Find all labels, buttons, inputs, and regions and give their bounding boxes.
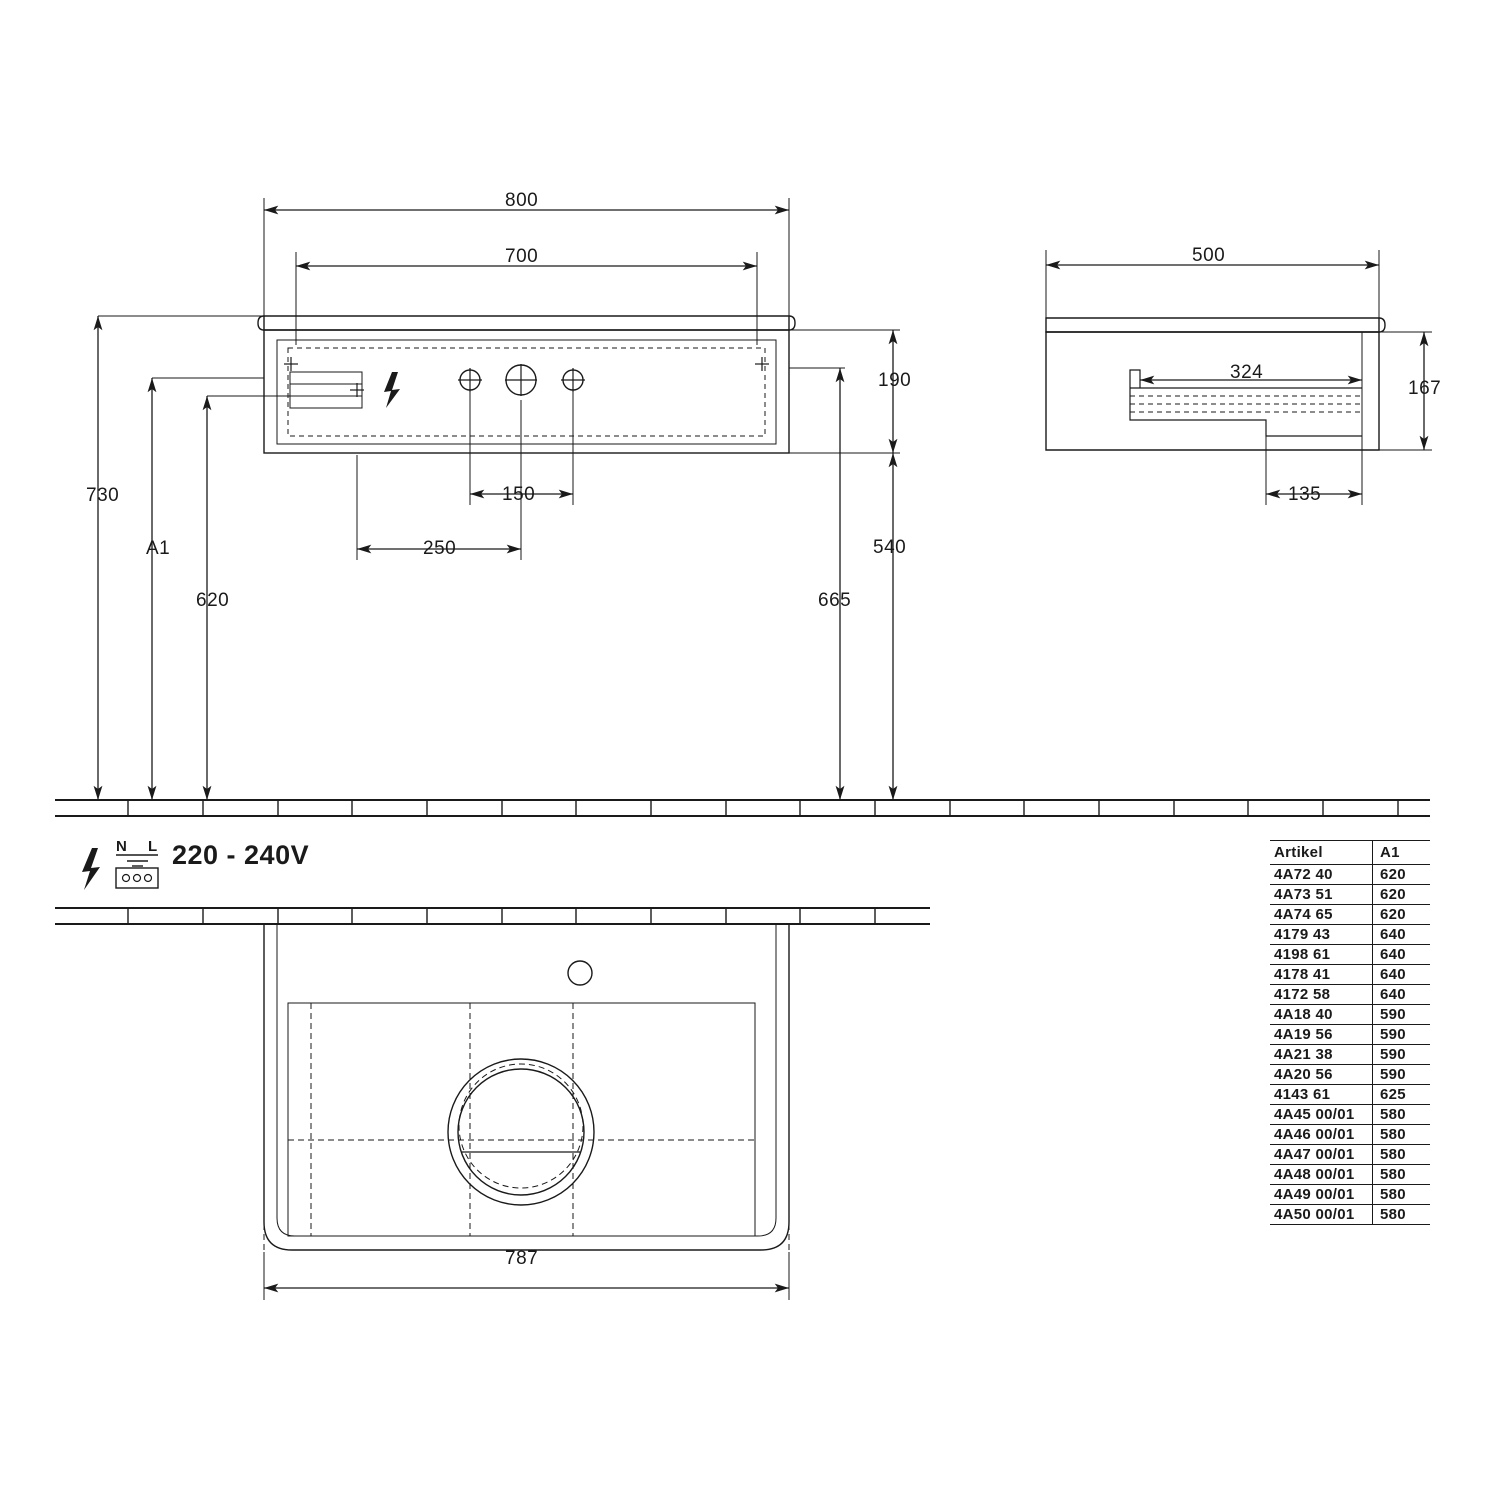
article-a1-table: [1270, 840, 1430, 1225]
dim-label-700: 700: [505, 246, 539, 267]
cell-artikel: 4A20 56: [1270, 1065, 1373, 1085]
cell-a1: 640: [1373, 985, 1431, 1005]
table-row: [1270, 1005, 1430, 1025]
cell-a1: 640: [1373, 945, 1431, 965]
table-row: [1270, 1085, 1430, 1105]
cell-a1: 640: [1373, 925, 1431, 945]
table-row: [1270, 1045, 1430, 1065]
cell-a1: 580: [1373, 1145, 1431, 1165]
cell-artikel: 4198 61: [1270, 945, 1373, 965]
terminal-n-label: N: [116, 838, 127, 855]
table-row: [1270, 1185, 1430, 1205]
cell-artikel: 4A45 00/01: [1270, 1105, 1373, 1125]
table-row: [1270, 1165, 1430, 1185]
table-row: [1270, 1145, 1430, 1165]
cell-artikel: 4A49 00/01: [1270, 1185, 1373, 1205]
dim-label-a1: A1: [146, 538, 171, 559]
header-artikel: Artikel: [1270, 841, 1373, 865]
table-header-row: [1270, 841, 1430, 865]
dim-label-250: 250: [423, 538, 457, 559]
cell-a1: 580: [1373, 1185, 1431, 1205]
dim-label-167: 167: [1408, 378, 1442, 399]
table-row: [1270, 945, 1430, 965]
dim-label-135: 135: [1288, 484, 1322, 505]
dim-label-500: 500: [1192, 245, 1226, 266]
cell-artikel: 4A74 65: [1270, 905, 1373, 925]
table-row: [1270, 1105, 1430, 1125]
cell-artikel: 4A47 00/01: [1270, 1145, 1373, 1165]
dim-label-730: 730: [86, 485, 120, 506]
dim-label-540: 540: [873, 537, 907, 558]
header-a1: A1: [1373, 841, 1431, 865]
cell-artikel: 4172 58: [1270, 985, 1373, 1005]
cell-a1: 580: [1373, 1165, 1431, 1185]
cell-artikel: 4A21 38: [1270, 1045, 1373, 1065]
dim-label-800: 800: [505, 190, 539, 211]
cell-artikel: 4143 61: [1270, 1085, 1373, 1105]
dim-label-620: 620: [196, 590, 230, 611]
table-row: [1270, 1125, 1430, 1145]
terminal-l-label: L: [148, 838, 158, 855]
table-row: [1270, 1205, 1430, 1225]
dim-label-787: 787: [505, 1248, 539, 1269]
cell-a1: 590: [1373, 1005, 1431, 1025]
table-row: [1270, 965, 1430, 985]
cell-artikel: 4A18 40: [1270, 1005, 1373, 1025]
dim-label-190: 190: [878, 370, 912, 391]
table-row: [1270, 925, 1430, 945]
cell-a1: 620: [1373, 865, 1431, 885]
cell-a1: 625: [1373, 1085, 1431, 1105]
cell-a1: 580: [1373, 1125, 1431, 1145]
table-row: [1270, 905, 1430, 925]
cell-artikel: 4A19 56: [1270, 1025, 1373, 1045]
voltage-label: 220 - 240V: [172, 840, 310, 870]
dim-label-324: 324: [1230, 362, 1264, 383]
cell-a1: 580: [1373, 1205, 1431, 1225]
table-row: [1270, 1065, 1430, 1085]
dim-label-150: 150: [502, 484, 536, 505]
cell-a1: 620: [1373, 905, 1431, 925]
cell-a1: 590: [1373, 1065, 1431, 1085]
cell-a1: 590: [1373, 1045, 1431, 1065]
cell-a1: 620: [1373, 885, 1431, 905]
cell-artikel: 4A73 51: [1270, 885, 1373, 905]
cell-artikel: 4179 43: [1270, 925, 1373, 945]
table-row: [1270, 1025, 1430, 1045]
cell-artikel: 4A50 00/01: [1270, 1205, 1373, 1225]
dim-label-665: 665: [818, 590, 852, 611]
cell-artikel: 4A48 00/01: [1270, 1165, 1373, 1185]
table-row: [1270, 865, 1430, 885]
cell-a1: 640: [1373, 965, 1431, 985]
table-row: [1270, 885, 1430, 905]
cell-a1: 580: [1373, 1105, 1431, 1125]
cell-artikel: 4A72 40: [1270, 865, 1373, 885]
cell-artikel: 4A46 00/01: [1270, 1125, 1373, 1145]
cell-a1: 590: [1373, 1025, 1431, 1045]
cell-artikel: 4178 41: [1270, 965, 1373, 985]
table-row: [1270, 985, 1430, 1005]
